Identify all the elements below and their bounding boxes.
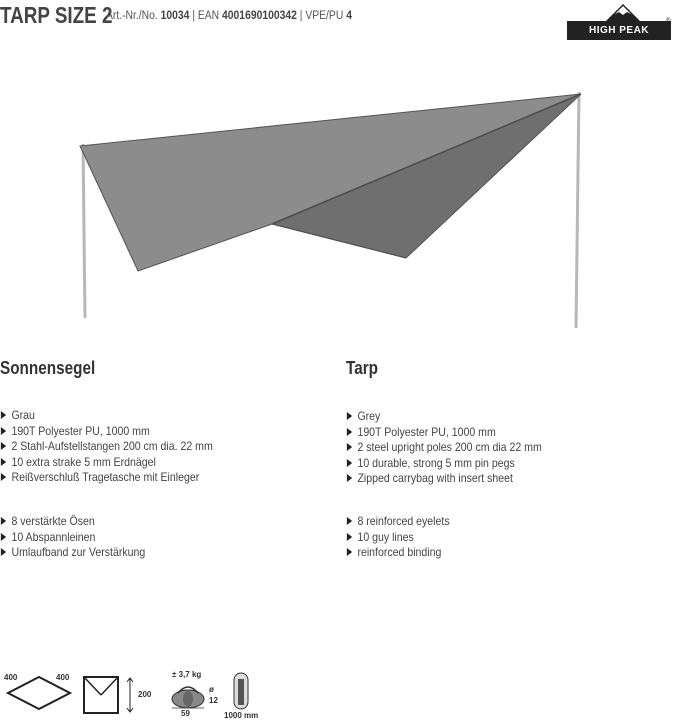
list-item: Grey xyxy=(346,409,542,425)
vpe-label: | VPE/PU xyxy=(299,10,344,22)
english-heading: Tarp xyxy=(346,358,379,378)
list-item: Zipped carrybag with insert sheet xyxy=(346,471,542,487)
list-item: 10 durable, strong 5 mm pin pegs xyxy=(346,456,542,472)
list-item: 8 verstärkte Ösen xyxy=(0,514,145,530)
german-list-1 xyxy=(0,408,242,486)
list-item: Umlaufband zur Verstärkung xyxy=(0,545,145,561)
list-item: 8 reinforced eyelets xyxy=(346,514,450,530)
ean-label: | EAN xyxy=(192,10,220,22)
water-column-icon xyxy=(230,671,252,711)
english-list-2 xyxy=(346,514,464,561)
tarp-illustration xyxy=(76,86,588,334)
list-item: 2 Stahl-Aufstellstangen 200 cm dia. 22 mm xyxy=(0,439,213,455)
bag-length-label: 59 xyxy=(181,709,190,718)
height-label: 200 xyxy=(138,690,152,699)
list-item: 190T Polyester PU, 1000 mm xyxy=(0,424,213,440)
brand-logo: HIGH PEAK xyxy=(567,21,671,40)
spec-icons xyxy=(0,665,300,720)
bag-diameter-label: 12 xyxy=(209,696,218,705)
list-item: Reißverschluß Tragetasche mit Einleger xyxy=(0,470,213,486)
brand-mountain-icon xyxy=(603,2,643,22)
vpe-number: 4 xyxy=(346,10,352,22)
list-item: reinforced binding xyxy=(346,545,450,561)
art-label: Art.-Nr./No. xyxy=(106,10,158,22)
list-item: 10 guy lines xyxy=(346,530,450,546)
english-column xyxy=(346,358,646,559)
registered-mark: ® xyxy=(666,18,671,24)
diameter-symbol: ø xyxy=(209,685,214,694)
german-column xyxy=(0,358,300,559)
german-heading: Sonnensegel xyxy=(0,358,96,378)
list-item: 2 steel upright poles 200 cm dia 22 mm xyxy=(346,440,542,456)
width-a-label: 400 xyxy=(4,673,18,682)
list-item: Grau xyxy=(0,408,213,424)
product-meta xyxy=(106,10,352,22)
width-b-label: 400 xyxy=(56,673,70,682)
product-title: TARP SIZE 2 xyxy=(0,2,113,28)
english-list-1 xyxy=(346,409,568,487)
ean-number: 4001690100342 xyxy=(222,10,297,22)
list-item: 10 Abspannleinen xyxy=(0,530,145,546)
water-column-label: 1000 mm xyxy=(224,711,259,720)
height-icon xyxy=(82,673,138,717)
right-pole xyxy=(576,92,579,328)
carrybag-icon xyxy=(168,681,214,709)
german-list-2 xyxy=(0,514,165,561)
left-pole xyxy=(83,144,85,318)
art-number: 10034 xyxy=(160,10,190,22)
list-item: 10 extra strake 5 mm Erdnägel xyxy=(0,455,213,471)
list-item: 190T Polyester PU, 1000 mm xyxy=(346,425,542,441)
tarp-top xyxy=(80,94,581,271)
weight-label: ± 3,7 kg xyxy=(172,670,202,679)
